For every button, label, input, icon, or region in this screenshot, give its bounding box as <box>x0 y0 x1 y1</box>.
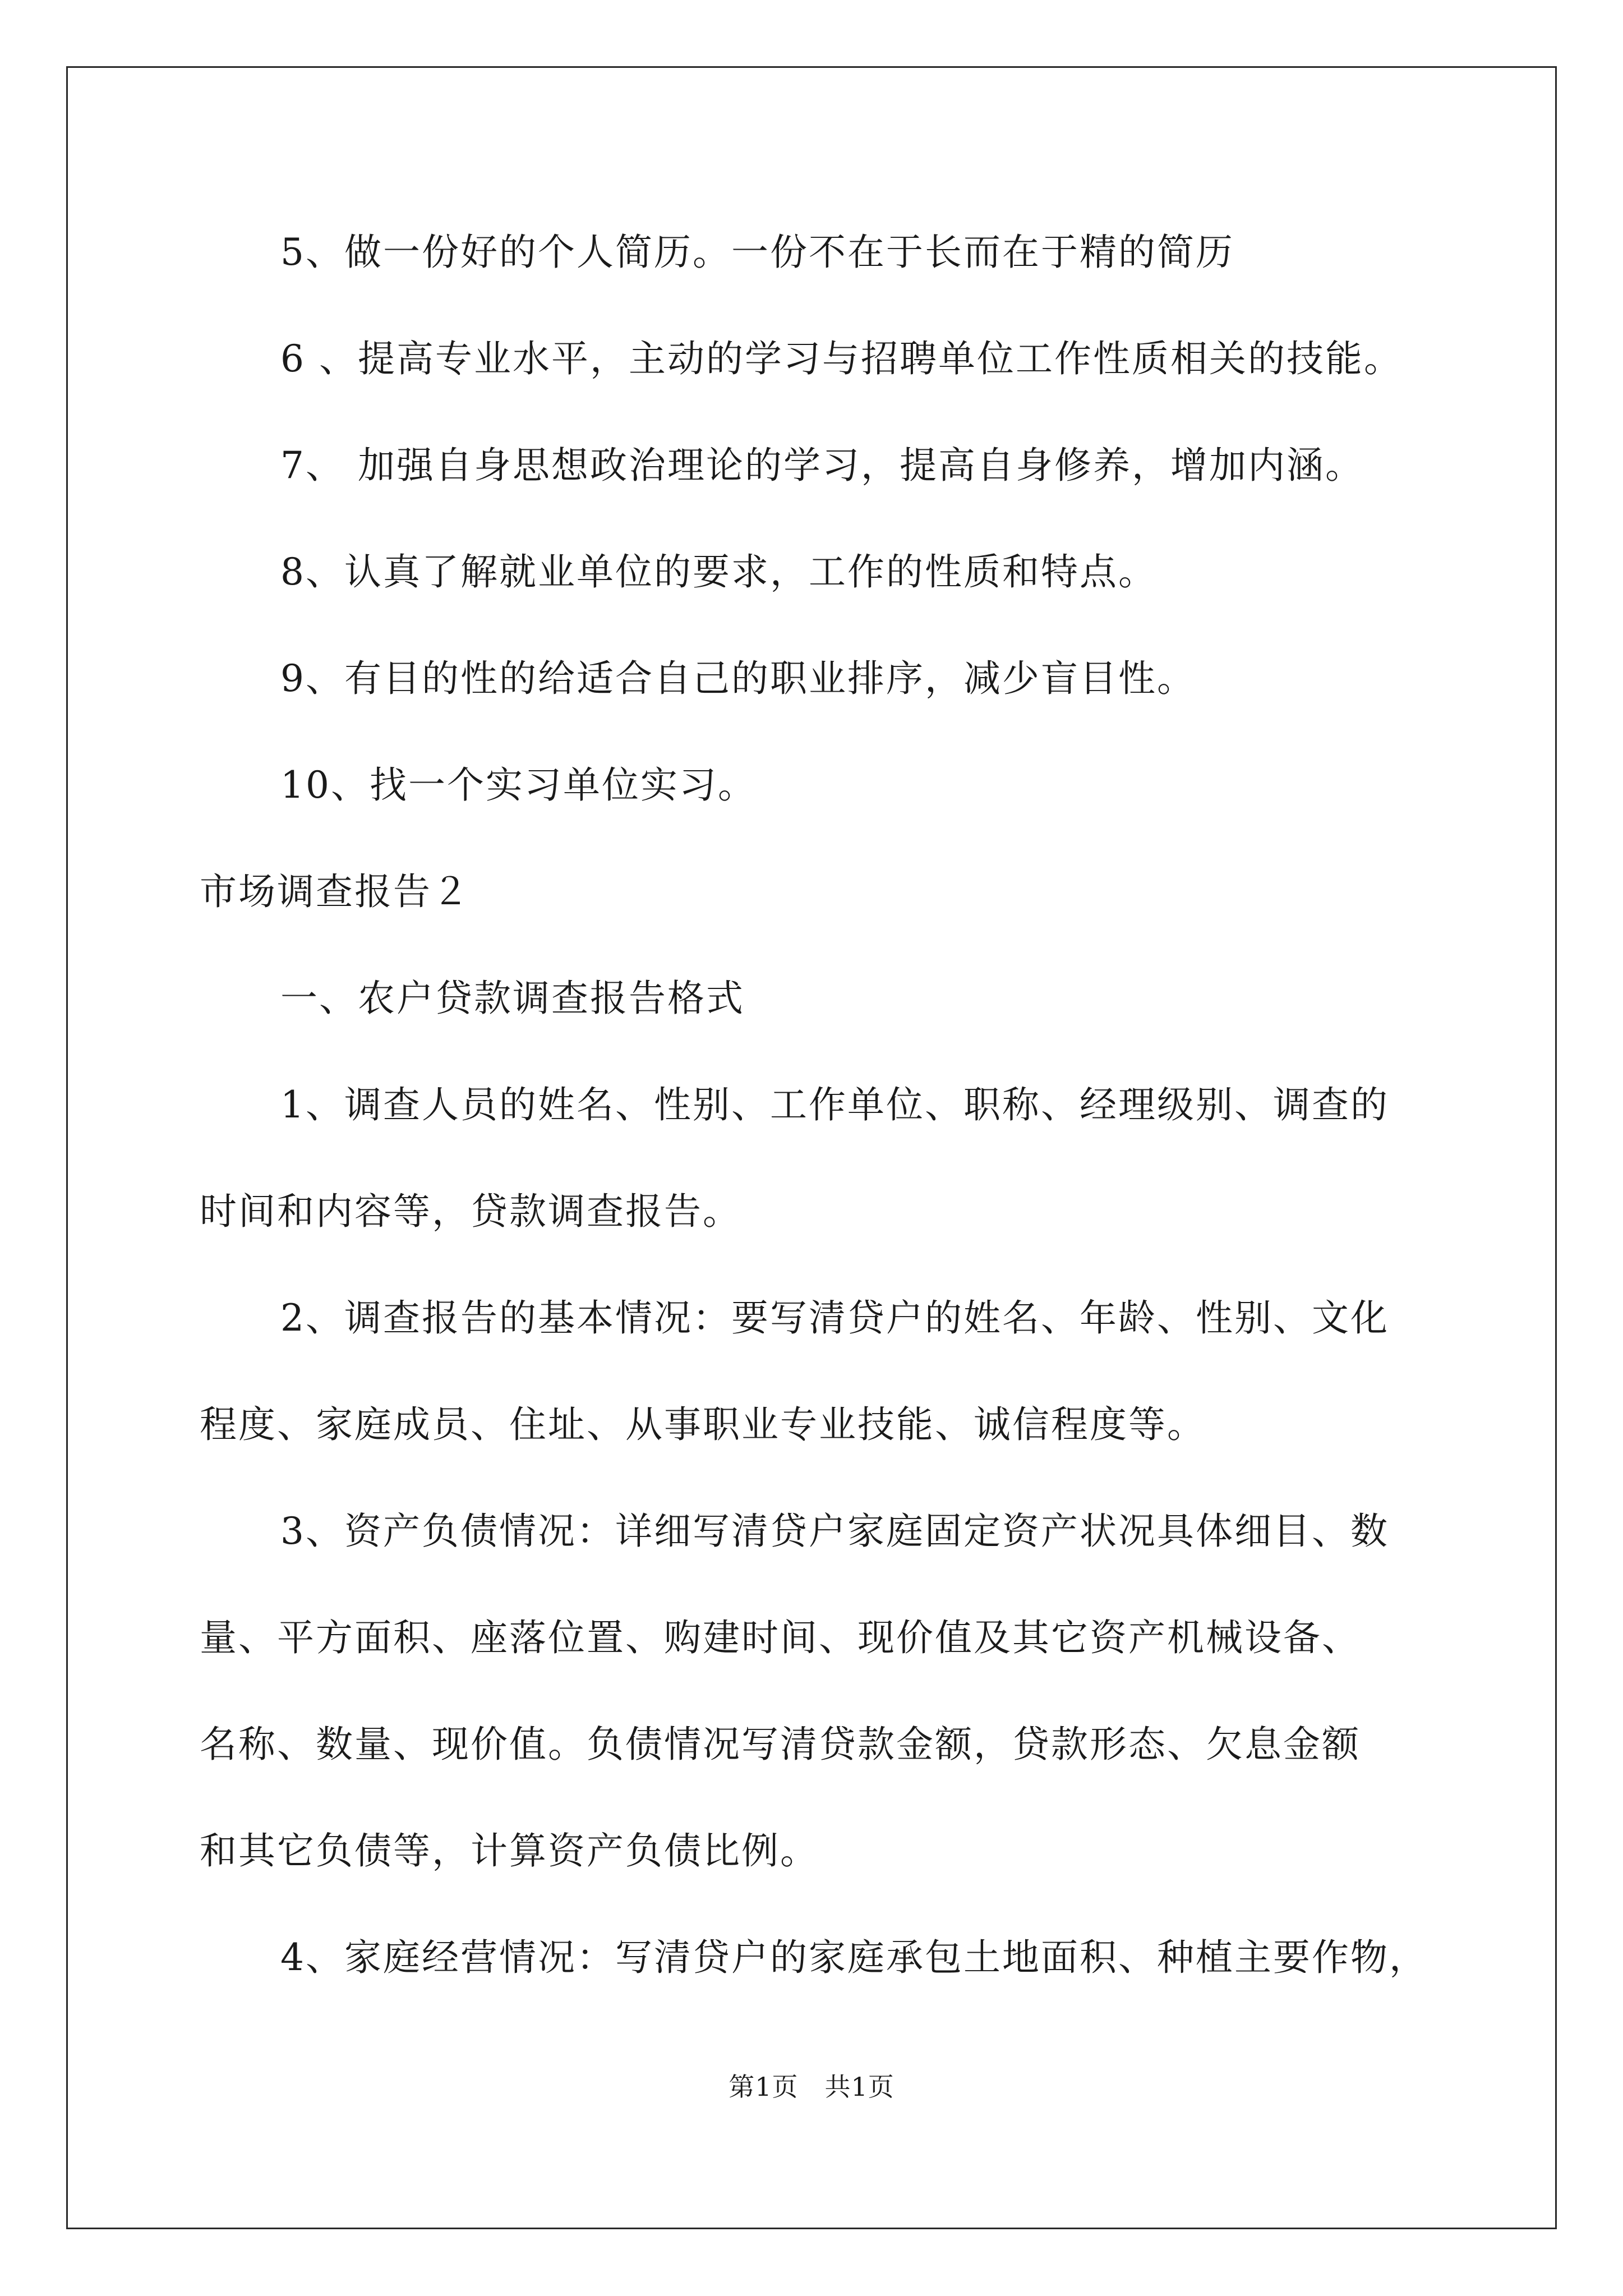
paragraph-3-line-3: 名称、数量、现价值。负债情况写清贷款金额，贷款形态、欠息金额 <box>200 1723 1361 1766</box>
paragraph-2-line-2: 程度、家庭成员、住址、从事职业专业技能、诚信程度等。 <box>200 1403 1206 1446</box>
text-line-8: 8、认真了解就业单位的要求，工作的性质和特点。 <box>280 550 1157 593</box>
section-heading: 市场调查报告２ <box>200 870 471 913</box>
text-line-10: 10、找一个实习单位实习。 <box>280 763 757 807</box>
subsection-heading: 一、农户贷款调查报告格式 <box>280 977 745 1020</box>
text-line-5: 5、做一份好的个人简历。一份不在于长而在于精的简历 <box>280 231 1234 274</box>
paragraph-4-line-1: 4、家庭经营情况：写清贷户的家庭承包土地面积、种植主要作物， <box>280 1936 1428 1979</box>
page-footer: 第1页 共1页 <box>728 2072 895 2102</box>
paragraph-3-line-1: 3、资产负债情况：详细写清贷户家庭固定资产状况具体细目、数 <box>280 1510 1389 1553</box>
text-line-9: 9、有目的性的给适合自己的职业排序，减少盲目性。 <box>280 657 1196 700</box>
paragraph-1-line-1: 1、调查人员的姓名、性别、工作单位、职称、经理级别、调查的 <box>280 1083 1389 1126</box>
page-border <box>66 66 1557 2229</box>
paragraph-3-line-4: 和其它负债等，计算资产负债比例。 <box>200 1829 819 1872</box>
paragraph-1-line-2: 时间和内容等，贷款调查报告。 <box>200 1190 741 1233</box>
text-line-7: 7、 加强自身思想政治理论的学习，提高自身修养，增加内涵。 <box>280 444 1364 487</box>
text-line-6: 6 、提高专业水平，主动的学习与招聘单位工作性质相关的技能。 <box>280 337 1403 380</box>
paragraph-3-line-2: 量、平方面积、座落位置、购建时间、现价值及其它资产机械设备、 <box>200 1616 1361 1659</box>
paragraph-2-line-1: 2、调查报告的基本情况：要写清贷户的姓名、年龄、性别、文化 <box>280 1296 1389 1340</box>
